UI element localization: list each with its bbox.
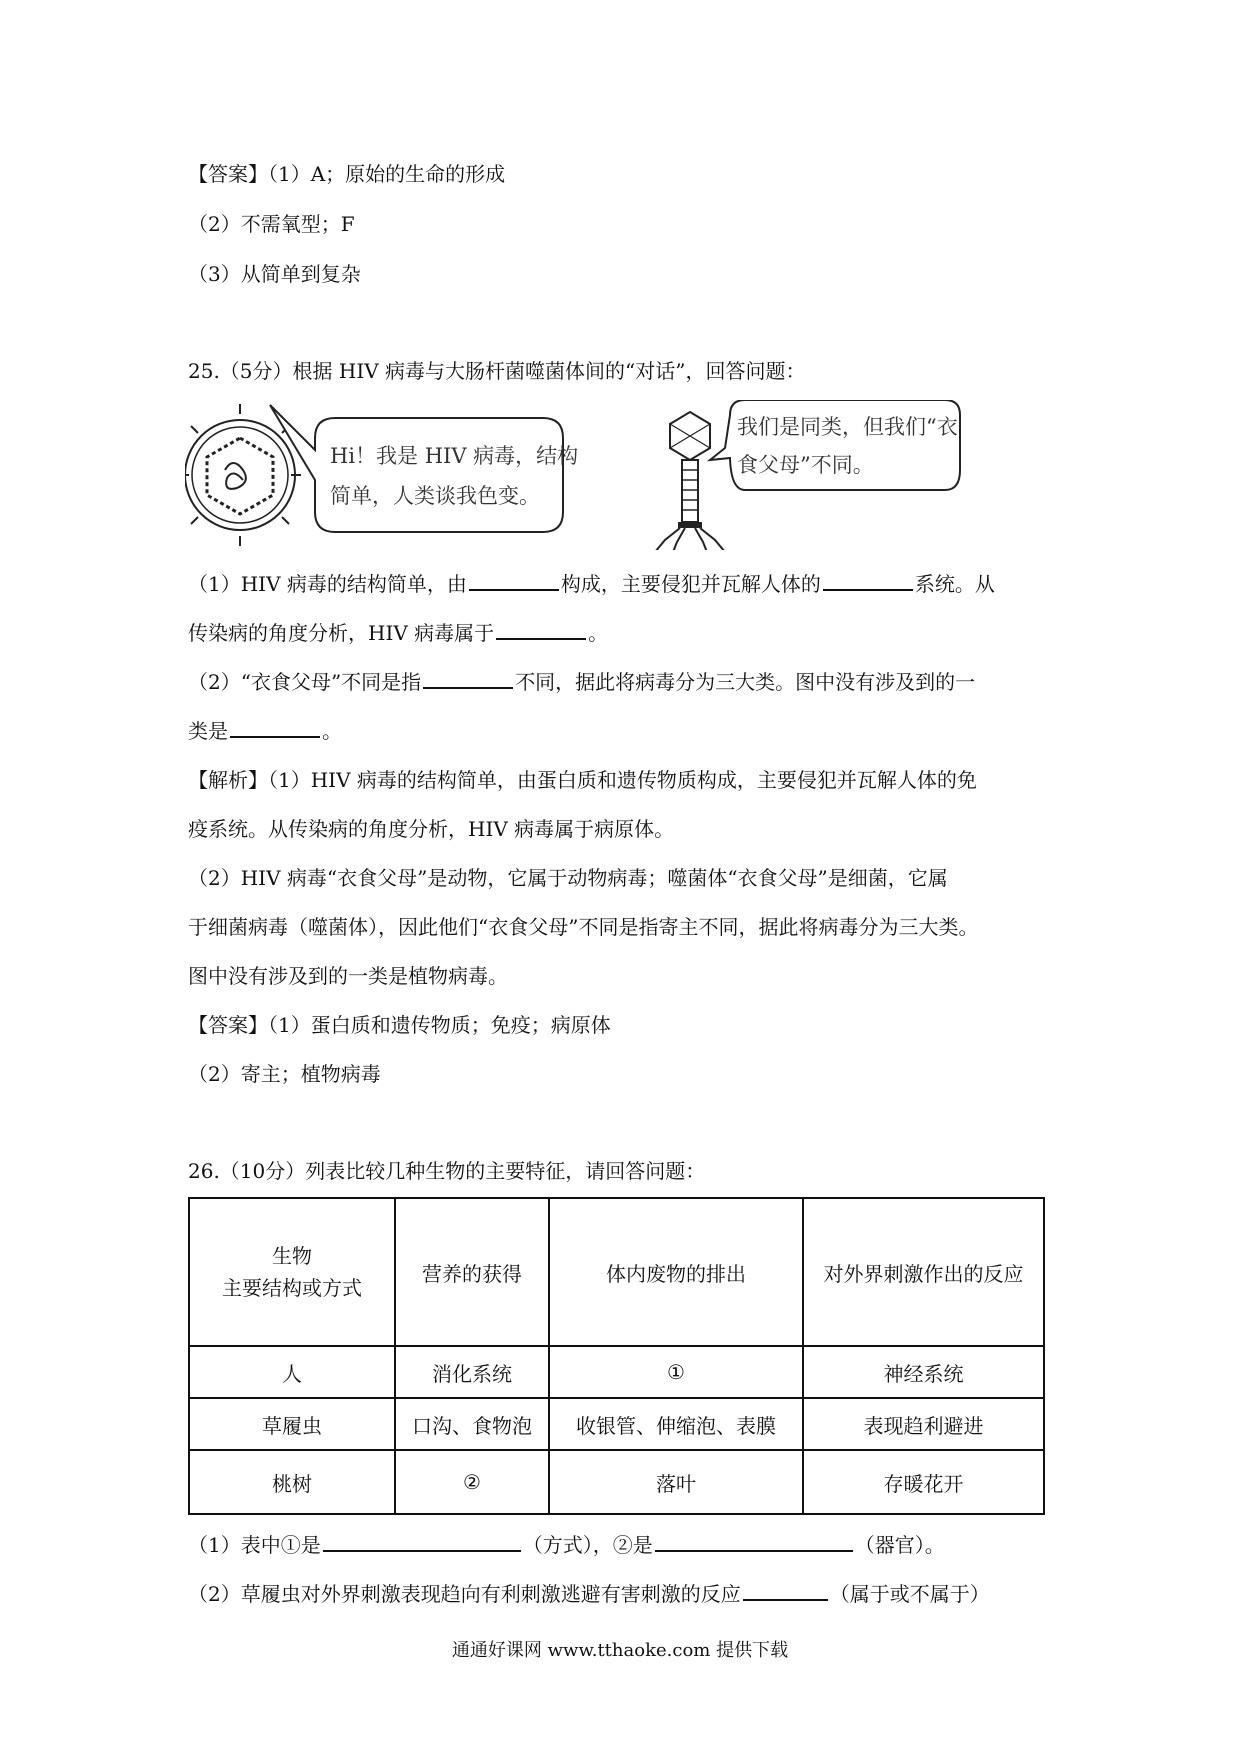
table-header-row — [189, 1198, 1044, 1346]
q25-analysis-1: 【解析】（1）HIV 病毒的结构简单，由蛋白质和遗传物质构成，主要侵犯并瓦解人体的免 — [188, 768, 977, 792]
q26-p1-text-c: （器官）。 — [854, 1533, 945, 1557]
corner-label-1: 生物 — [272, 1244, 312, 1268]
q26-p2-text-b: （属于或不属于） — [829, 1582, 990, 1606]
q26-p1-text-b: （方式），②是 — [522, 1533, 653, 1557]
table-row — [189, 1398, 1044, 1450]
q26-title: 26.（10分）列表比较几种生物的主要特征，请回答问题： — [188, 1159, 706, 1183]
q25-p1-text-a: （1）HIV 病毒的结构简单，由 — [188, 572, 467, 596]
q25-p1-text-c: 系统。从 — [914, 572, 995, 596]
corner-label-2: 主要结构或方式 — [222, 1276, 362, 1300]
q25-analysis-5: 图中没有涉及到的一类是植物病毒。 — [188, 964, 508, 988]
phage-bubble-line-2: 食父母”不同。 — [737, 453, 874, 477]
q25-part2-line2 — [188, 716, 342, 745]
q25-part1-line2 — [188, 618, 608, 647]
table-cell: 人 — [189, 1346, 395, 1398]
answer-blank[interactable] — [423, 667, 513, 689]
table-cell: 存暖花开 — [803, 1450, 1044, 1514]
q25-p1-text-e: 。 — [588, 621, 609, 645]
q26-p2-text-a: （2）草履虫对外界刺激表现趋向有利刺激逃避有害刺激的反应 — [188, 1582, 741, 1606]
table-cell: ① — [549, 1346, 803, 1398]
table-header: 对外界刺激作出的反应 — [803, 1198, 1044, 1346]
table-row — [189, 1346, 1044, 1398]
prev-answer-line-2: （2）不需氧型；F — [188, 212, 355, 236]
q25-p1-text-d: 传染病的角度分析，HIV 病毒属于 — [188, 621, 495, 645]
table-header: 体内废物的排出 — [549, 1198, 803, 1346]
answer-blank[interactable] — [469, 569, 559, 591]
table-cell: 落叶 — [549, 1450, 803, 1514]
page-footer: 通通好课网 www.tthaoke.com 提供下载 — [451, 1640, 789, 1661]
hiv-bubble-line-2: 简单，人类谈我色变。 — [330, 484, 540, 508]
answer-blank[interactable] — [823, 569, 913, 591]
characteristics-table — [188, 1197, 1045, 1515]
table-cell: 收银管、伸缩泡、表膜 — [549, 1398, 803, 1450]
table-row — [189, 1450, 1044, 1514]
bacteriophage-icon — [655, 412, 725, 550]
q25-analysis-3: （2）HIV 病毒“衣食父母”是动物，它属于动物病毒；噬菌体“衣食父母”是细菌，它属 — [188, 866, 948, 890]
answer-blank[interactable] — [743, 1579, 828, 1601]
prev-answer-line-1: 【答案】（1）A；原始的生命的形成 — [188, 162, 506, 186]
answer-blank[interactable] — [230, 716, 320, 738]
q25-answer-2: （2）寄主；植物病毒 — [188, 1062, 381, 1086]
q25-illustration — [185, 400, 1085, 550]
q25-p1-text-b: 构成，主要侵犯并瓦解人体的 — [560, 572, 821, 596]
q25-p2-text-b: 不同，据此将病毒分为三大类。图中没有涉及到的一 — [515, 670, 976, 694]
answer-blank[interactable] — [323, 1530, 521, 1552]
q26-part2 — [188, 1579, 990, 1608]
q25-p2-text-c: 类是 — [188, 719, 228, 743]
answer-blank[interactable] — [496, 618, 586, 640]
q25-p2-text-d: 。 — [322, 719, 342, 743]
table-cell: ② — [395, 1450, 549, 1514]
q25-analysis-2: 疫系统。从传染病的角度分析，HIV 病毒属于病原体。 — [188, 817, 675, 841]
table-cell: 桃树 — [189, 1450, 395, 1514]
q25-analysis-4: 于细菌病毒（噬菌体），因此他们“衣食父母”不同是指寄主不同，据此将病毒分为三大类。 — [188, 915, 979, 939]
q25-part1-line1 — [188, 569, 995, 598]
table-corner-cell — [189, 1198, 395, 1346]
phage-bubble-line-1: 我们是同类，但我们“衣 — [737, 415, 958, 439]
phage-speech-bubble — [710, 400, 960, 490]
q25-p2-text-a: （2）“衣食父母”不同是指 — [188, 670, 422, 694]
q25-title: 25.（5分）根据 HIV 病毒与大肠杆菌噬菌体间的“对话”，回答问题： — [188, 359, 806, 383]
table-header: 营养的获得 — [395, 1198, 549, 1346]
prev-answer-line-3: （3）从简单到复杂 — [188, 262, 361, 286]
table-cell: 消化系统 — [395, 1346, 549, 1398]
q25-part2-line1 — [188, 667, 975, 696]
table-cell: 表现趋利避进 — [803, 1398, 1044, 1450]
table-cell: 草履虫 — [189, 1398, 395, 1450]
answer-blank[interactable] — [655, 1530, 853, 1552]
table-cell: 神经系统 — [803, 1346, 1044, 1398]
hiv-speech-bubble — [270, 405, 578, 532]
q26-part1 — [188, 1530, 945, 1559]
q26-p1-text-a: （1）表中①是 — [188, 1533, 321, 1557]
hiv-bubble-line-1: Hi！我是 HIV 病毒，结构 — [330, 444, 579, 468]
table-cell: 口沟、食物泡 — [395, 1398, 549, 1450]
q25-answer-1: 【答案】（1）蛋白质和遗传物质；免疫；病原体 — [188, 1013, 611, 1037]
